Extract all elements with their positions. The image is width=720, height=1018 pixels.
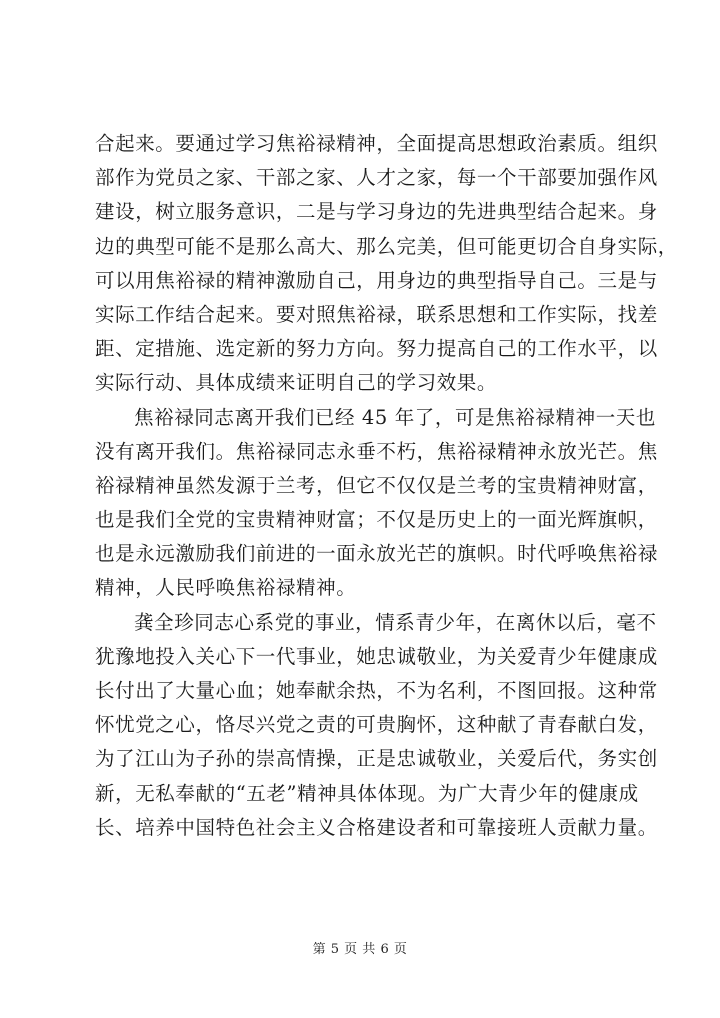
text-line: 合起来。要通过学习焦裕禄精神，全面提高思想政治素质。组织 xyxy=(95,132,658,155)
text-line: 距、定措施、选定新的努力方向。努力提高自己的工作水平，以 xyxy=(95,337,658,361)
body-text xyxy=(95,127,678,845)
text-line: 长、培养中国特色社会主义合格建设者和可靠接班人贡献力量。 xyxy=(95,815,658,839)
text-line: 怀忧党之心，恪尽兴党之责的可贵胸怀，这种献了青春献白发， xyxy=(95,713,658,737)
text-line: 精神，人民呼唤焦裕禄精神。 xyxy=(95,576,357,600)
text-line: 裕禄精神虽然发源于兰考，但它不仅仅是兰考的宝贵精神财富， xyxy=(95,473,658,497)
text-line: 边的典型可能不是那么高大、那么完美，但可能更切合自身实际， xyxy=(95,234,678,258)
text-line: 实际行动、具体成绩来证明自己的学习效果。 xyxy=(95,371,498,395)
text-line: 建设，树立服务意识，二是与学习身边的先进典型结合起来。身 xyxy=(95,200,658,224)
text-line: 犹豫地投入关心下一代事业，她忠诚敬业，为关爱青少年健康成 xyxy=(95,644,658,668)
text-line: 实际工作结合起来。要对照焦裕禄，联系思想和工作实际，找差 xyxy=(95,302,658,326)
text-line: 部作为党员之家、干部之家、人才之家，每一个干部要加强作风 xyxy=(95,166,658,190)
text-line: 新，无私奉献的“五老”精神具体体现。为广大青少年的健康成 xyxy=(95,781,639,805)
text-line: 也是永远激励我们前进的一面永放光芒的旗帜。时代呼唤焦裕禄 xyxy=(95,542,658,566)
paragraph-start-line: 焦裕禄同志离开我们已经 45 年了，可是焦裕禄精神一天也 xyxy=(134,405,657,429)
text-line: 长付出了大量心血；她奉献余热，不为名利，不图回报。这种常 xyxy=(95,679,658,702)
text-line: 为了江山为子孙的崇高情操，正是忠诚敬业，关爱后代，务实创 xyxy=(95,747,658,771)
page-footer: 第 5 页 共 6 页 xyxy=(312,942,408,957)
text-line: 可以用焦裕禄的精神激励自己，用身边的典型指导自己。三是与 xyxy=(95,268,658,292)
text-line: 没有离开我们。焦裕禄同志永垂不朽，焦裕禄精神永放光芒。焦 xyxy=(95,439,658,463)
text-line: 也是我们全党的宝贵精神财富；不仅是历史上的一面光辉旗帜， xyxy=(95,508,658,532)
paragraph-start-line: 龚全珍同志心系党的事业，情系青少年，在离休以后，毫不 xyxy=(134,610,657,634)
